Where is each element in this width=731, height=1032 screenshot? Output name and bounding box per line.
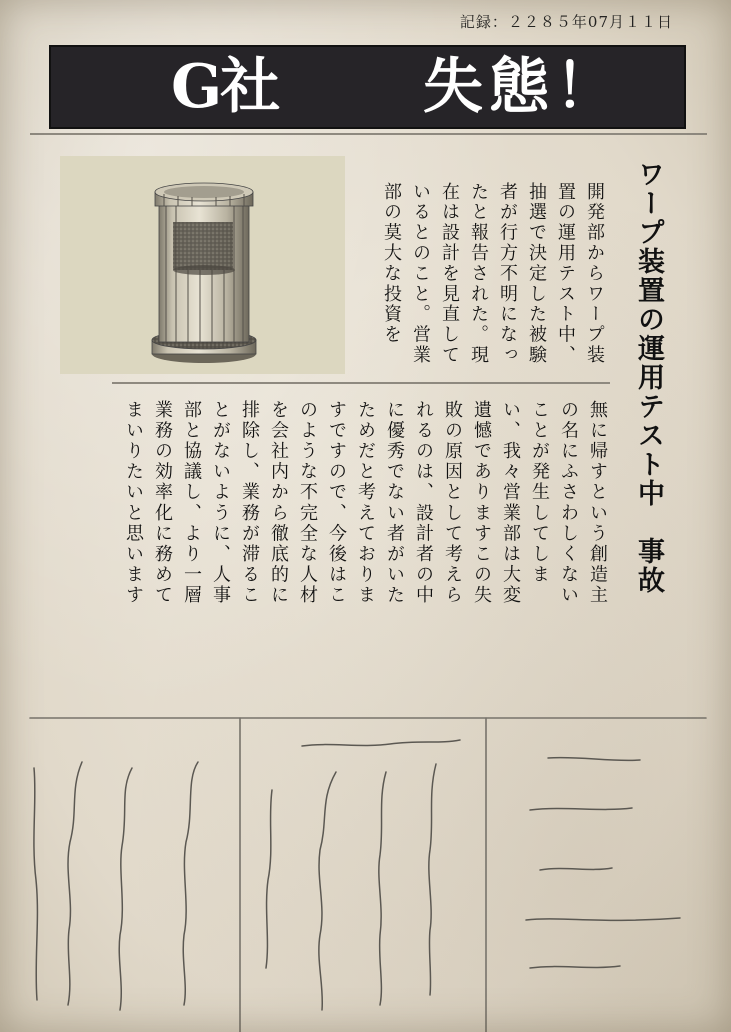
- headline-company: G社: [171, 52, 279, 122]
- article-subheading: ワープ装置の運用テスト中 事故: [633, 160, 664, 595]
- headline-exclaim: 失態！: [423, 52, 621, 122]
- article-paragraph-top: 開発部からワープ装置の運用テスト中、抽選で決定した被験者が行方不明になったと報告された。現在は設計を見直しているとのこと。営業部の莫大な投資を: [381, 182, 605, 366]
- record-date: 記録：２２８５年07月１１日: [459, 13, 673, 31]
- article-paragraph-bottom: 無に帰すという創造主の名にふさわしくないことが発生してしまい、我々営業部は大変遺憾でありますこの失敗の原因として考えられるのは、設計者の中に優秀でない者がいたためだと考えておりますですので、今後はこのような不完全な人材を会社内から徹底的に排除し、業務が滞ることがないように、人事部と協議し、より一層業務の効率化に務めてまいりたいと思います: [123, 400, 608, 606]
